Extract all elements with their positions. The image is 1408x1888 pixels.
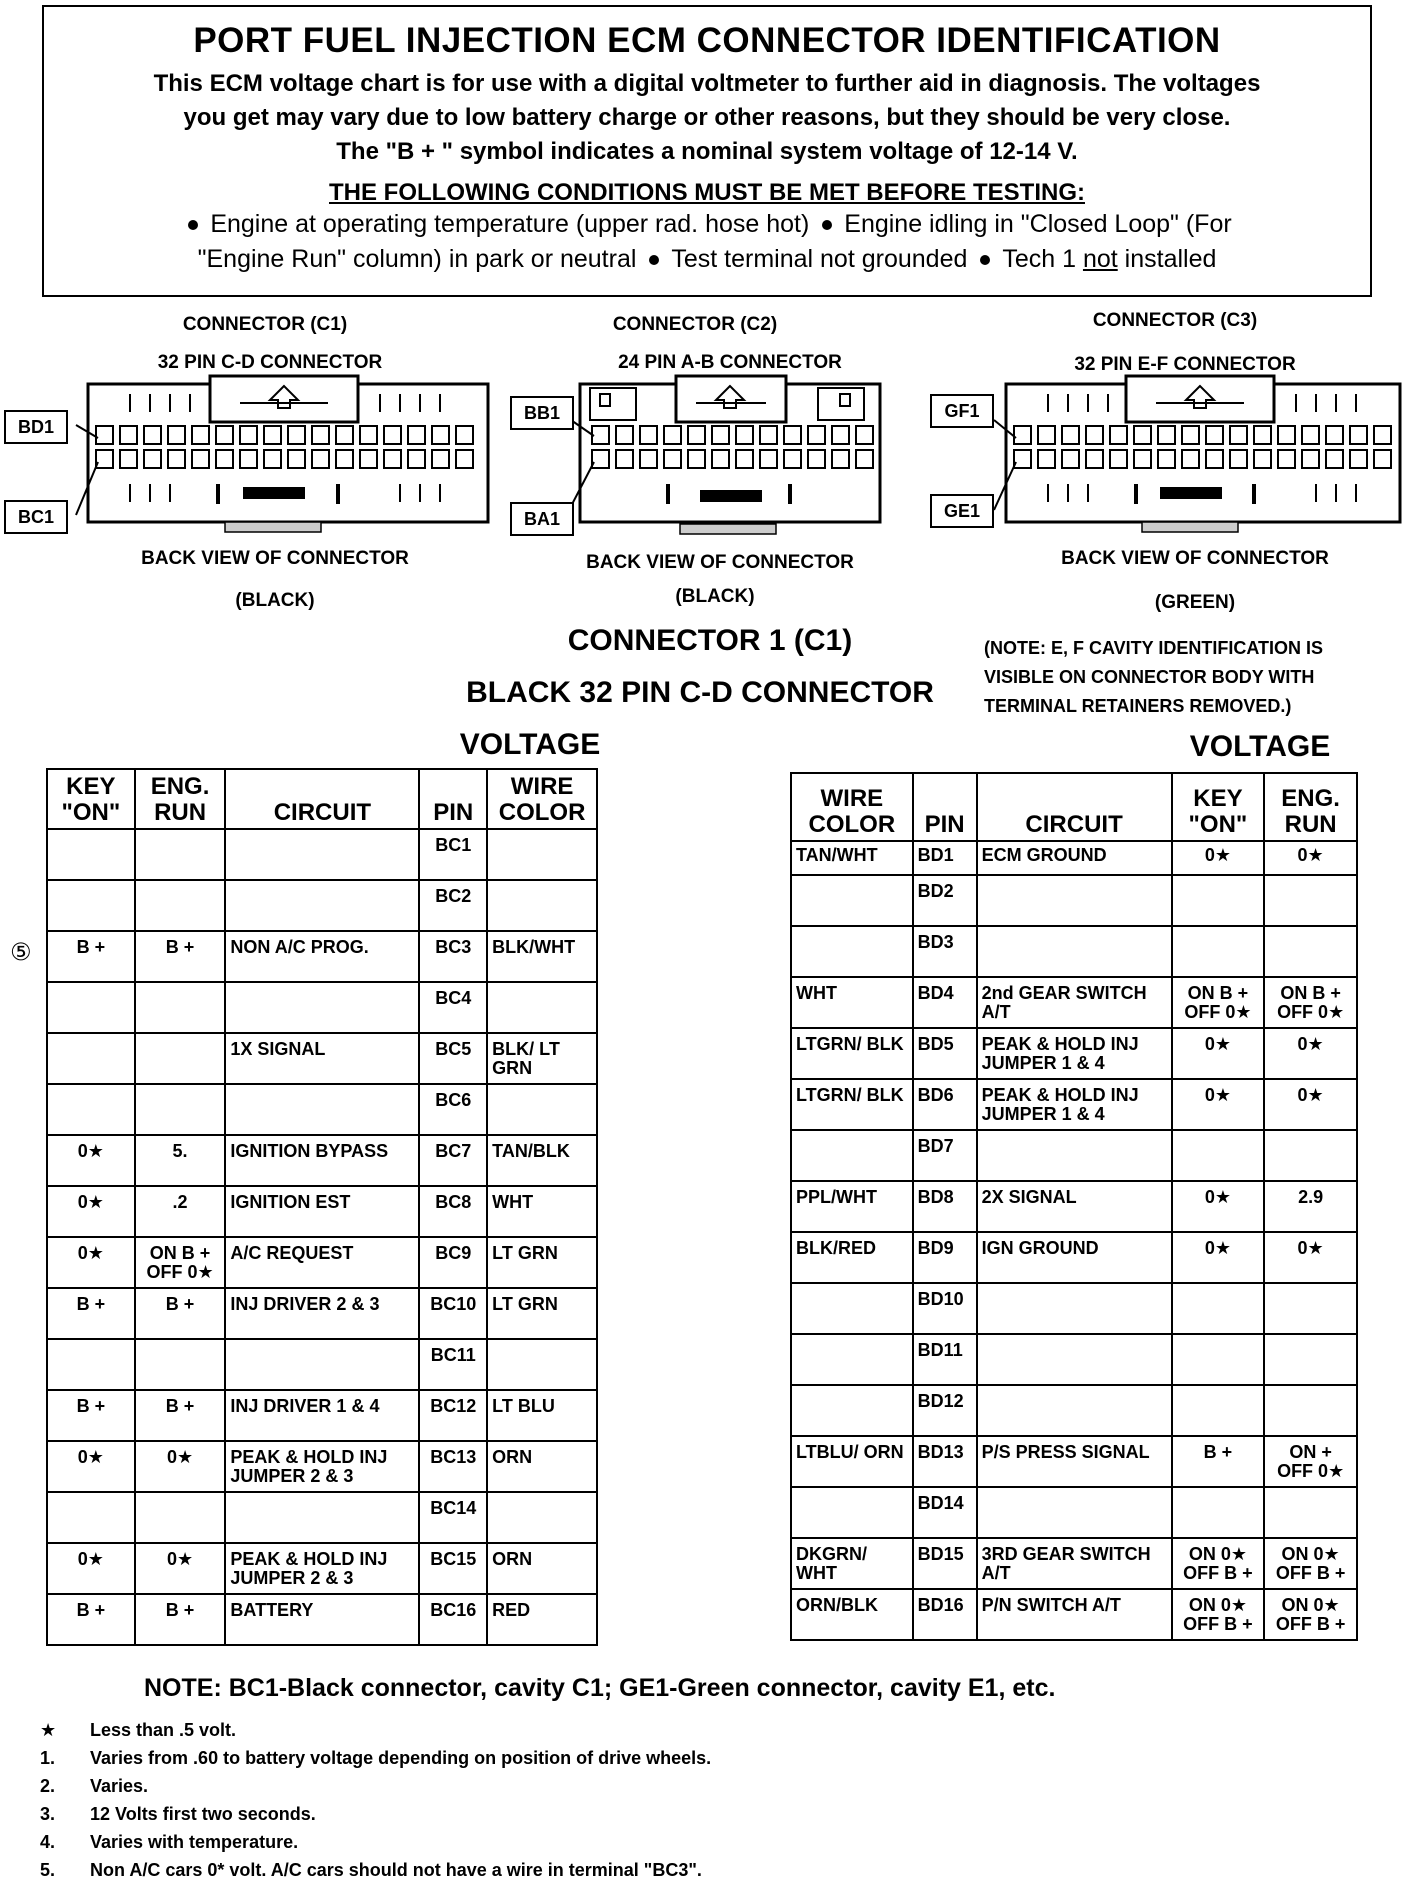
c3-pin-label-top: GF1 bbox=[930, 394, 994, 428]
circled-5-marker: ⑤ bbox=[10, 939, 32, 966]
key-on-cell: 0★ bbox=[1172, 841, 1265, 875]
pin-cell: BC9 bbox=[419, 1237, 487, 1288]
wire-color-cell bbox=[791, 1487, 913, 1538]
circuit-cell: PEAK & HOLD INJ JUMPER 2 & 3 bbox=[225, 1441, 419, 1492]
circuit-cell: IGNITION BYPASS bbox=[225, 1135, 419, 1186]
section-title: CONNECTOR 1 (C1) bbox=[567, 624, 853, 657]
circuit-cell: NON A/C PROG. bbox=[225, 931, 419, 982]
footnote-mark: ★ bbox=[40, 1720, 57, 1740]
footnote-item bbox=[40, 1860, 1340, 1888]
table-row bbox=[47, 1033, 597, 1084]
c1-pin-label-bottom: BC1 bbox=[4, 500, 68, 534]
circuit-cell: P/N SWITCH A/T bbox=[977, 1589, 1172, 1640]
c2-pin-label-bottom: BA1 bbox=[510, 502, 574, 536]
col-key-on: KEY "ON" bbox=[1172, 773, 1265, 841]
key-on-cell bbox=[1172, 926, 1265, 977]
eng-run-cell bbox=[135, 880, 226, 931]
wire-color-cell: LT GRN bbox=[487, 1237, 597, 1288]
key-on-cell bbox=[47, 829, 135, 880]
pin-cell: BC16 bbox=[419, 1594, 487, 1645]
eng-run-cell bbox=[135, 829, 226, 880]
eng-run-cell: ON 0★ OFF B + bbox=[1264, 1589, 1357, 1640]
table-row bbox=[47, 1135, 597, 1186]
circuit-cell: BATTERY bbox=[225, 1594, 419, 1645]
circuit-cell: PEAK & HOLD INJ JUMPER 1 & 4 bbox=[977, 1079, 1172, 1130]
page-title: PORT FUEL INJECTION ECM CONNECTOR IDENTIFICATION bbox=[193, 21, 1221, 60]
table-row bbox=[791, 1130, 1357, 1181]
c3-view: BACK VIEW OF CONNECTOR bbox=[1061, 548, 1329, 569]
wire-color-cell: ORN/BLK bbox=[791, 1589, 913, 1640]
wire-color-cell bbox=[487, 880, 597, 931]
footnote-mark: 1. bbox=[40, 1748, 56, 1768]
circuit-cell: A/C REQUEST bbox=[225, 1237, 419, 1288]
conditions-line-1 bbox=[44, 207, 1370, 242]
footnote-mark: 4. bbox=[40, 1832, 56, 1852]
key-on-cell: 0★ bbox=[47, 1135, 135, 1186]
key-on-cell: ON 0★ OFF B + bbox=[1172, 1589, 1265, 1640]
footnote-item bbox=[40, 1832, 1340, 1860]
c1-type: 32 PIN C-D CONNECTOR bbox=[157, 352, 383, 373]
circuit-cell: IGNITION EST bbox=[225, 1186, 419, 1237]
left-table-body bbox=[47, 829, 597, 1645]
eng-run-cell bbox=[1264, 1385, 1357, 1436]
key-on-cell bbox=[47, 1084, 135, 1135]
c3-type: 32 PIN E-F CONNECTOR bbox=[1074, 354, 1296, 375]
table-row bbox=[791, 1385, 1357, 1436]
bullet-icon bbox=[822, 220, 832, 230]
table-row bbox=[791, 1436, 1357, 1487]
bullet-icon bbox=[980, 255, 990, 265]
circuit-cell bbox=[977, 1283, 1172, 1334]
key-on-cell: B + bbox=[47, 1288, 135, 1339]
eng-run-cell: B + bbox=[135, 1594, 226, 1645]
pin-cell: BD13 bbox=[913, 1436, 977, 1487]
section-note: (NOTE: E, F CAVITY IDENTIFICATION IS VISIBLE ON CONNECTOR BODY WITH TERMINAL RETAINERS REMOVED.) bbox=[984, 638, 1324, 716]
condition-1: Engine at operating temperature (upper rad. hose hot) bbox=[210, 210, 810, 238]
wire-color-cell bbox=[791, 926, 913, 977]
table-row bbox=[791, 1538, 1357, 1589]
pin-cell: BD12 bbox=[913, 1385, 977, 1436]
wire-color-cell bbox=[791, 875, 913, 926]
c2-type: 24 PIN A-B CONNECTOR bbox=[618, 352, 842, 373]
section-subtitle: BLACK 32 PIN C-D CONNECTOR bbox=[466, 676, 934, 709]
eng-run-cell bbox=[135, 1033, 226, 1084]
table-row bbox=[47, 880, 597, 931]
eng-run-cell: 0★ bbox=[1264, 1232, 1357, 1283]
c3-color: (GREEN) bbox=[1154, 592, 1236, 613]
footnote-text: Non A/C cars 0* volt. A/C cars should not have a wire in terminal "BC3". bbox=[90, 1860, 702, 1880]
key-on-cell bbox=[47, 1492, 135, 1543]
wire-color-cell: TAN/BLK bbox=[487, 1135, 597, 1186]
bottom-note: NOTE: BC1-Black connector, cavity C1; GE1-Green connector, cavity E1, etc. bbox=[144, 1674, 1056, 1702]
col-eng-run: ENG. RUN bbox=[135, 769, 226, 829]
key-on-cell bbox=[1172, 1487, 1265, 1538]
key-on-cell bbox=[1172, 1283, 1265, 1334]
key-on-cell: B + bbox=[47, 931, 135, 982]
circuit-cell bbox=[977, 875, 1172, 926]
footnote-text: 12 Volts first two seconds. bbox=[90, 1804, 316, 1824]
pin-cell: BC10 bbox=[419, 1288, 487, 1339]
table-row bbox=[791, 1028, 1357, 1079]
table-row bbox=[47, 1186, 597, 1237]
conditions-title: THE FOLLOWING CONDITIONS MUST BE MET BEFORE TESTING: bbox=[329, 179, 1085, 206]
eng-run-cell: ON 0★ OFF B + bbox=[1264, 1538, 1357, 1589]
eng-run-cell: B + bbox=[135, 931, 226, 982]
wire-color-cell: WHT bbox=[791, 977, 913, 1028]
circuit-cell bbox=[977, 1487, 1172, 1538]
circuit-cell: ECM GROUND bbox=[977, 841, 1172, 875]
eng-run-cell: 0★ bbox=[1264, 841, 1357, 875]
intro-line-2: you get may vary due to low battery charge or other reasons, but they should be very close. bbox=[183, 104, 1231, 131]
c2-name: CONNECTOR (C2) bbox=[612, 314, 778, 335]
pin-cell: BD3 bbox=[913, 926, 977, 977]
wire-color-cell: LTBLU/ ORN bbox=[791, 1436, 913, 1487]
eng-run-cell bbox=[1264, 1283, 1357, 1334]
wire-color-cell bbox=[487, 1339, 597, 1390]
circuit-cell: 3RD GEAR SWITCH A/T bbox=[977, 1538, 1172, 1589]
pin-cell: BC14 bbox=[419, 1492, 487, 1543]
footnote-item bbox=[40, 1776, 1340, 1804]
pin-cell: BC4 bbox=[419, 982, 487, 1033]
pin-cell: BD8 bbox=[913, 1181, 977, 1232]
pin-cell: BC5 bbox=[419, 1033, 487, 1084]
table-row bbox=[791, 1232, 1357, 1283]
key-on-cell bbox=[47, 982, 135, 1033]
circuit-cell: IGN GROUND bbox=[977, 1232, 1172, 1283]
pin-cell: BC1 bbox=[419, 829, 487, 880]
intro-line-3: The "B + " symbol indicates a nominal system voltage of 12-14 V. bbox=[336, 138, 1078, 165]
circuit-cell bbox=[225, 1339, 419, 1390]
pin-cell: BC13 bbox=[419, 1441, 487, 1492]
table-row bbox=[47, 1492, 597, 1543]
c1-color: (BLACK) bbox=[235, 590, 315, 611]
condition-5: Tech 1 not installed bbox=[1002, 245, 1217, 273]
footnote-text: Varies. bbox=[90, 1776, 149, 1796]
wire-color-cell bbox=[487, 982, 597, 1033]
table-row bbox=[791, 1589, 1357, 1640]
table-row bbox=[47, 1084, 597, 1135]
circuit-cell: PEAK & HOLD INJ JUMPER 2 & 3 bbox=[225, 1543, 419, 1594]
key-on-cell: 0★ bbox=[1172, 1232, 1265, 1283]
col-circuit: CIRCUIT bbox=[225, 769, 419, 829]
pin-cell: BC3 bbox=[419, 931, 487, 982]
key-on-cell: 0★ bbox=[47, 1543, 135, 1594]
intro-line-1: This ECM voltage chart is for use with a digital voltmeter to further aid in diagnosis. The voltages bbox=[153, 70, 1261, 97]
key-on-cell bbox=[1172, 1334, 1265, 1385]
table-row bbox=[47, 1237, 597, 1288]
eng-run-cell bbox=[1264, 875, 1357, 926]
col-pin: PIN bbox=[419, 769, 487, 829]
right-table-body bbox=[791, 841, 1357, 1640]
wire-color-cell bbox=[791, 1130, 913, 1181]
key-on-cell bbox=[47, 1033, 135, 1084]
circuit-cell bbox=[225, 982, 419, 1033]
circuit-cell: 2nd GEAR SWITCH A/T bbox=[977, 977, 1172, 1028]
bullet-icon bbox=[188, 220, 198, 230]
key-on-cell bbox=[1172, 1130, 1265, 1181]
key-on-cell bbox=[1172, 1385, 1265, 1436]
footnote-item bbox=[40, 1804, 1340, 1832]
pin-cell: BD16 bbox=[913, 1589, 977, 1640]
circuit-cell bbox=[225, 829, 419, 880]
eng-run-cell: 5. bbox=[135, 1135, 226, 1186]
wire-color-cell: DKGRN/ WHT bbox=[791, 1538, 913, 1589]
table-row bbox=[791, 1487, 1357, 1538]
key-on-cell: 0★ bbox=[1172, 1079, 1265, 1130]
eng-run-cell bbox=[135, 1339, 226, 1390]
pin-cell: BC15 bbox=[419, 1543, 487, 1594]
circuit-cell: 2X SIGNAL bbox=[977, 1181, 1172, 1232]
right-voltage-label: VOLTAGE bbox=[1189, 730, 1331, 763]
pin-cell: BD11 bbox=[913, 1334, 977, 1385]
wire-color-cell: PPL/WHT bbox=[791, 1181, 913, 1232]
eng-run-cell: B + bbox=[135, 1390, 226, 1441]
wire-color-cell bbox=[487, 1492, 597, 1543]
header-box bbox=[42, 5, 1372, 297]
footnotes bbox=[40, 1720, 1340, 1888]
c2-color: (BLACK) bbox=[675, 586, 755, 607]
key-on-cell bbox=[47, 1339, 135, 1390]
wire-color-cell bbox=[791, 1334, 913, 1385]
wire-color-cell: ORN bbox=[487, 1543, 597, 1594]
pin-cell: BD15 bbox=[913, 1538, 977, 1589]
eng-run-cell bbox=[1264, 926, 1357, 977]
col-wire-color: WIRE COLOR bbox=[487, 769, 597, 829]
condition-3: "Engine Run" column) in park or neutral bbox=[197, 245, 637, 273]
c1-pin-label-top: BD1 bbox=[4, 410, 68, 444]
eng-run-cell: ON B + OFF 0★ bbox=[1264, 977, 1357, 1028]
table-row bbox=[47, 1339, 597, 1390]
key-on-cell: 0★ bbox=[47, 1441, 135, 1492]
circuit-cell: 1X SIGNAL bbox=[225, 1033, 419, 1084]
c2-pin-label-top: BB1 bbox=[510, 396, 574, 430]
key-on-cell: ON 0★ OFF B + bbox=[1172, 1538, 1265, 1589]
condition-2: Engine idling in "Closed Loop" (For bbox=[844, 210, 1232, 238]
circuit-cell bbox=[977, 926, 1172, 977]
key-on-cell: 0★ bbox=[1172, 1028, 1265, 1079]
key-on-cell: 0★ bbox=[1172, 1181, 1265, 1232]
table-row bbox=[47, 1441, 597, 1492]
footnote-text: Varies from .60 to battery voltage depending on position of drive wheels. bbox=[90, 1748, 712, 1768]
c1-name: CONNECTOR (C1) bbox=[182, 314, 348, 335]
eng-run-cell: 2.9 bbox=[1264, 1181, 1357, 1232]
bullet-icon bbox=[649, 255, 659, 265]
pin-cell: BD10 bbox=[913, 1283, 977, 1334]
pin-cell: BC8 bbox=[419, 1186, 487, 1237]
right-voltage-table bbox=[790, 772, 1358, 1641]
circuit-cell bbox=[977, 1385, 1172, 1436]
table-row bbox=[47, 1594, 597, 1645]
footnote-mark: 2. bbox=[40, 1776, 56, 1796]
left-voltage-label: VOLTAGE bbox=[459, 728, 601, 761]
eng-run-cell: ON B + OFF 0★ bbox=[135, 1237, 226, 1288]
table-row bbox=[791, 977, 1357, 1028]
footnote-text: Less than .5 volt. bbox=[90, 1720, 237, 1740]
pin-cell: BD2 bbox=[913, 875, 977, 926]
wire-color-cell: WHT bbox=[487, 1186, 597, 1237]
c3-pin-label-bottom: GE1 bbox=[930, 494, 994, 528]
circuit-cell bbox=[977, 1334, 1172, 1385]
circuit-cell bbox=[225, 880, 419, 931]
footnote-mark: 5. bbox=[40, 1860, 56, 1880]
table-row bbox=[47, 931, 597, 982]
pin-cell: BC12 bbox=[419, 1390, 487, 1441]
table-row bbox=[47, 1543, 597, 1594]
left-voltage-table bbox=[46, 768, 598, 1646]
table-row bbox=[791, 926, 1357, 977]
eng-run-cell bbox=[135, 1492, 226, 1543]
circuit-cell bbox=[225, 1492, 419, 1543]
conditions-line-2 bbox=[44, 242, 1370, 277]
wire-color-cell bbox=[791, 1385, 913, 1436]
c2-view: BACK VIEW OF CONNECTOR bbox=[586, 552, 854, 573]
eng-run-cell: 0★ bbox=[1264, 1028, 1357, 1079]
wire-color-cell: ORN bbox=[487, 1441, 597, 1492]
eng-run-cell: .2 bbox=[135, 1186, 226, 1237]
table-row bbox=[791, 841, 1357, 875]
circuit-cell: INJ DRIVER 2 & 3 bbox=[225, 1288, 419, 1339]
footnote-item bbox=[40, 1748, 1340, 1776]
circuit-cell: INJ DRIVER 1 & 4 bbox=[225, 1390, 419, 1441]
table-row bbox=[47, 1390, 597, 1441]
condition-4: Test terminal not grounded bbox=[671, 245, 968, 273]
eng-run-cell: ON + OFF 0★ bbox=[1264, 1436, 1357, 1487]
key-on-cell: B + bbox=[47, 1594, 135, 1645]
c1-connector-diagram bbox=[0, 372, 500, 542]
circuit-cell: PEAK & HOLD INJ JUMPER 1 & 4 bbox=[977, 1028, 1172, 1079]
key-on-cell: 0★ bbox=[47, 1237, 135, 1288]
pin-cell: BD5 bbox=[913, 1028, 977, 1079]
circuit-cell bbox=[225, 1084, 419, 1135]
key-on-cell bbox=[47, 880, 135, 931]
table-row bbox=[791, 1079, 1357, 1130]
footnote-text: Varies with temperature. bbox=[90, 1832, 299, 1852]
table-row bbox=[47, 1288, 597, 1339]
pin-cell: BD7 bbox=[913, 1130, 977, 1181]
wire-color-cell: RED bbox=[487, 1594, 597, 1645]
eng-run-cell bbox=[1264, 1334, 1357, 1385]
eng-run-cell bbox=[1264, 1130, 1357, 1181]
table-row bbox=[47, 829, 597, 880]
pin-cell: BC6 bbox=[419, 1084, 487, 1135]
wire-color-cell bbox=[487, 829, 597, 880]
pin-cell: BD9 bbox=[913, 1232, 977, 1283]
table-row bbox=[47, 982, 597, 1033]
table-row bbox=[791, 875, 1357, 926]
pin-cell: BD1 bbox=[913, 841, 977, 875]
col-wire-color: WIRE COLOR bbox=[791, 773, 913, 841]
table-row bbox=[791, 1181, 1357, 1232]
col-pin: PIN bbox=[913, 773, 977, 841]
col-eng-run: ENG. RUN bbox=[1264, 773, 1357, 841]
wire-color-cell: BLK/RED bbox=[791, 1232, 913, 1283]
eng-run-cell: 0★ bbox=[135, 1441, 226, 1492]
pin-cell: BC7 bbox=[419, 1135, 487, 1186]
key-on-cell: B + bbox=[47, 1390, 135, 1441]
footnote-mark: 3. bbox=[40, 1804, 56, 1824]
wire-color-cell: LTGRN/ BLK bbox=[791, 1079, 913, 1130]
wire-color-cell: LT GRN bbox=[487, 1288, 597, 1339]
pin-cell: BD6 bbox=[913, 1079, 977, 1130]
wire-color-cell: TAN/WHT bbox=[791, 841, 913, 875]
wire-color-cell: BLK/WHT bbox=[487, 931, 597, 982]
footnote-item bbox=[40, 1720, 1340, 1748]
circuit-cell bbox=[977, 1130, 1172, 1181]
wire-color-cell: BLK/ LT GRN bbox=[487, 1033, 597, 1084]
eng-run-cell: B + bbox=[135, 1288, 226, 1339]
col-circuit: CIRCUIT bbox=[977, 773, 1172, 841]
pin-cell: BD4 bbox=[913, 977, 977, 1028]
wire-color-cell: LT BLU bbox=[487, 1390, 597, 1441]
eng-run-cell bbox=[135, 1084, 226, 1135]
table-row bbox=[791, 1283, 1357, 1334]
key-on-cell: ON B + OFF 0★ bbox=[1172, 977, 1265, 1028]
eng-run-cell: 0★ bbox=[135, 1543, 226, 1594]
key-on-cell: B + bbox=[1172, 1436, 1265, 1487]
pin-cell: BC2 bbox=[419, 880, 487, 931]
wire-color-cell bbox=[487, 1084, 597, 1135]
key-on-cell bbox=[1172, 875, 1265, 926]
wire-color-cell: LTGRN/ BLK bbox=[791, 1028, 913, 1079]
col-key-on: KEY "ON" bbox=[47, 769, 135, 829]
c3-name: CONNECTOR (C3) bbox=[1092, 310, 1258, 331]
wire-color-cell bbox=[791, 1283, 913, 1334]
c1-view: BACK VIEW OF CONNECTOR bbox=[141, 548, 409, 569]
circuit-cell: P/S PRESS SIGNAL bbox=[977, 1436, 1172, 1487]
eng-run-cell bbox=[1264, 1487, 1357, 1538]
pin-cell: BD14 bbox=[913, 1487, 977, 1538]
eng-run-cell: 0★ bbox=[1264, 1079, 1357, 1130]
table-row bbox=[791, 1334, 1357, 1385]
pin-cell: BC11 bbox=[419, 1339, 487, 1390]
key-on-cell: 0★ bbox=[47, 1186, 135, 1237]
eng-run-cell bbox=[135, 982, 226, 1033]
